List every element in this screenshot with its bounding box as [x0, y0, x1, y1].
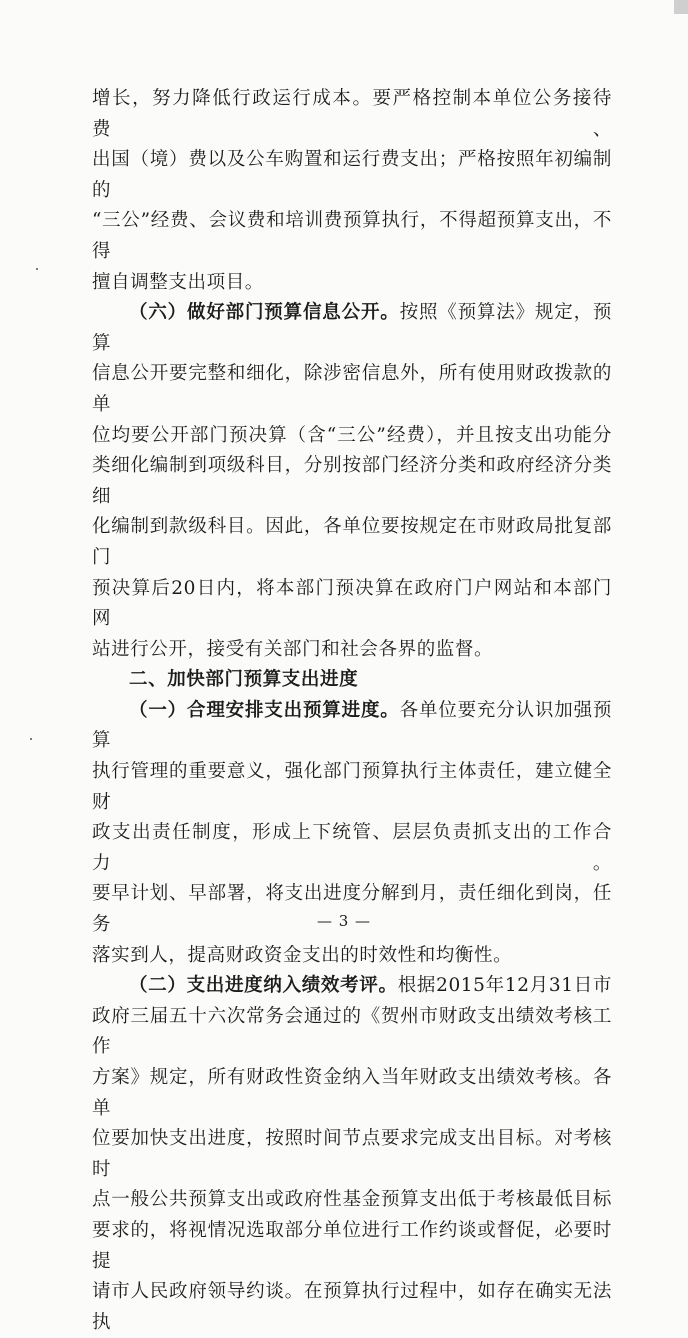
- para3-line: 落实到人，提高财政资金支出的时效性和均衡性。: [92, 944, 513, 966]
- para1-line: “三公”经费、会议费和培训费预算执行，不得超预算支出，不得: [92, 210, 612, 262]
- para2-line: 类细化编制到项级科目，分别按部门经济分类和政府经济分类细: [92, 455, 612, 507]
- scan-corner-mark: [674, 0, 688, 14]
- scan-dot: [36, 268, 38, 270]
- para2-first-line: [92, 298, 612, 359]
- para2-line: 按照《预算法》规定，预算: [92, 302, 612, 354]
- para2-line: 预决算后20日内，将本部门预决算在政府门户网站和本部门网: [92, 577, 612, 630]
- para3-line: 执行管理的重要意义，强化部门预算执行主体责任，建立健全财: [92, 761, 612, 813]
- para4-line: 政府三届五十六次常务会通过的《贺州市财政支出绩效考核工作: [92, 1005, 612, 1058]
- para3-line: 要早计划、早部署，将支出进度分解到月，责任细化到岗，任务: [92, 883, 612, 936]
- para2-line: 位均要公开部门预决算（含“三公”经费），并且按支出功能分: [92, 424, 612, 446]
- para4-first-line: [92, 971, 612, 1002]
- page-number: — 3 —: [316, 912, 372, 930]
- para4-lead: （二）支出进度纳入绩效考评。: [129, 975, 398, 997]
- para3-first-line: [92, 696, 612, 757]
- para4-line: 点一般公共预算支出或政府性基金预算支出低于考核最低目标: [92, 1189, 612, 1211]
- para2-line: 信息公开要完整和细化，除涉密信息外，所有使用财政拨款的单: [92, 363, 612, 415]
- scan-dot: [30, 738, 32, 740]
- para1-line: 出国（境）费以及公车购置和运行费支出；严格按照年初编制的: [92, 149, 612, 201]
- para4-line: 根据2015年12月31日市: [397, 975, 612, 997]
- section-heading: 二、加快部门预算支出进度: [129, 669, 359, 691]
- para4-line: 方案》规定，所有财政性资金纳入当年财政支出绩效考核。各单: [92, 1067, 612, 1119]
- para2-lead: （六）做好部门预算信息公开。: [129, 302, 400, 324]
- para2-line: 站进行公开，接受有关部门和社会各界的监督。: [92, 638, 494, 660]
- para2-line: 化编制到款级科目。因此，各单位要按规定在市财政局批复部门: [92, 516, 612, 568]
- para4-line: 请市人民政府领导约谈。在预算执行过程中，如存在确实无法执: [92, 1281, 612, 1333]
- para4-line: 要求的，将视情况选取部分单位进行工作约谈或督促，必要时提: [92, 1219, 612, 1272]
- para3-line: 政支出责任制度，形成上下统管、层层负责抓支出的工作合力。: [92, 822, 612, 874]
- para3-lead: （一）合理安排支出预算进度。: [129, 699, 400, 721]
- para1-line: 增长，努力降低行政运行成本。要严格控制本单位公务接待费、: [92, 88, 612, 140]
- para3-line: 各单位要充分认识加强预算: [92, 699, 612, 752]
- document-body: [92, 84, 612, 1338]
- para4-line: 位要加快支出进度，按照时间节点要求完成支出目标。对考核时: [92, 1128, 612, 1180]
- para1-line: 擅自调整支出项目。: [92, 271, 264, 293]
